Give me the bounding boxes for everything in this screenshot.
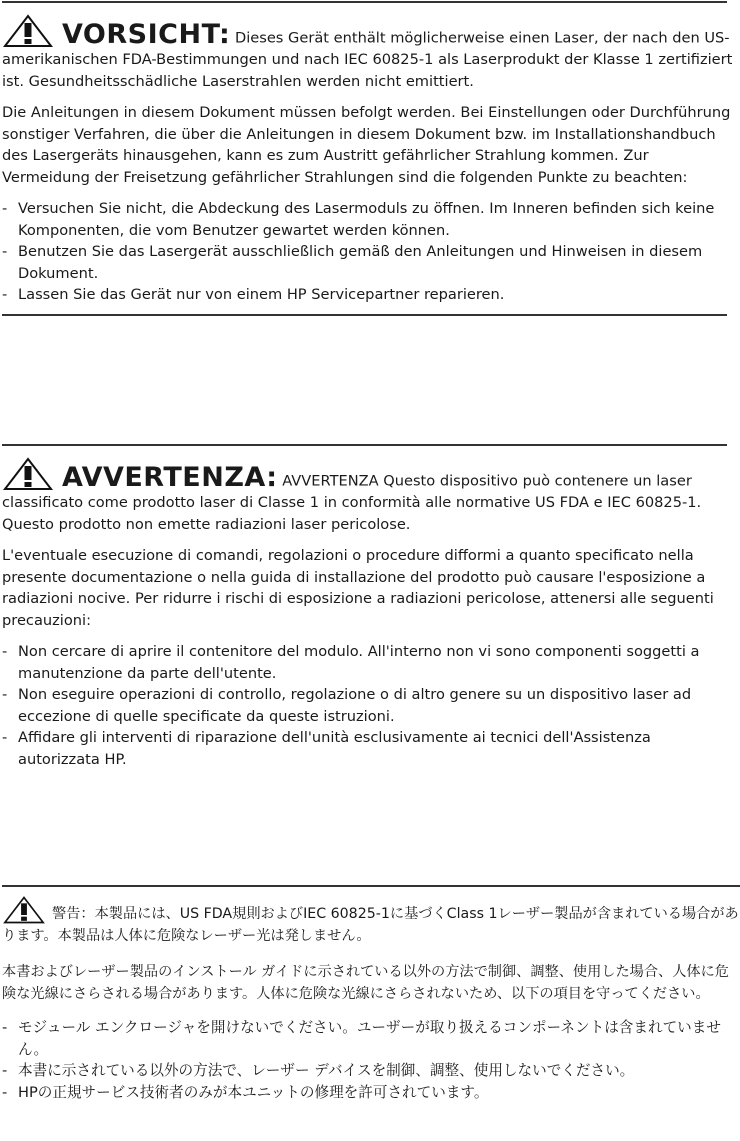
warning-triangle-icon: [2, 895, 46, 925]
precautions-list: [0, 641, 740, 770]
top-rule: [2, 1, 727, 3]
warning-header: [0, 13, 740, 92]
warning-lead: AVVERTENZA Questo dispositivo può contenere un laser classificato come prodotto laser di Classe 1 in conformità alle normative US FDA e IEC 60825-1. Questo prodotto non emette radiazioni laser pericolose.: [2, 472, 702, 533]
warning-title: AVVERTENZA:: [62, 461, 278, 493]
instructions-paragraph: 本書およびレーザー製品のインストール ガイドに示されている以外の方法で制御、調整、使用した場合、人体に危険な光線にさらされる場合があります。人体に危険な光線にさらされないため、以下の項目を守ってください。: [2, 964, 729, 1002]
list-item: - Versuchen Sie nicht, die Abdeckung des Lasermoduls zu öffnen. Im Inneren befinden sich keine Komponenten, die vom Benutzer gewartet werden können.: [2, 198, 732, 241]
warning-triangle-icon: [2, 456, 54, 492]
instructions-paragraph: L'eventuale esecuzione di comandi, regolazioni o procedure difformi a quanto specificato nella presente documentazione o nella guida di installazione del prodotto può causare l'esposizione a radiazioni nocive. Per ridurre i rischi di esposizione a radiazioni pericolose, attenersi alle seguenti precauzioni:: [2, 547, 714, 629]
list-item: - Non eseguire operazioni di controllo, regolazione o di altro genere su un dispositivo laser ad eccezione di quelle specificate da queste istruzioni.: [2, 684, 732, 727]
warning-header: [0, 456, 740, 535]
warning-header: [0, 895, 740, 947]
warning-triangle-icon: [2, 13, 54, 49]
list-item: - Benutzen Sie das Lasergerät ausschließlich gemäß den Anleitungen und Hinweisen in diesem Dokument.: [2, 241, 732, 284]
list-item: - Affidare gli interventi di riparazione dell'unità esclusivamente ai tecnici dell'Assistenza autorizzata HP.: [2, 727, 732, 770]
warning-section-it: [0, 444, 740, 770]
list-item: - Non cercare di aprire il contenitore del modulo. All'interno non vi sono componenti soggetti a manutenzione da parte dell'utente.: [2, 641, 732, 684]
instructions-paragraph: Die Anleitungen in diesem Dokument müssen befolgt werden. Bei Einstellungen oder Durchführung sonstiger Verfahren, die über die Anleitungen in diesem Dokument bzw. im Installationshandbuch des Lasergeräts hinausgehen, kann es zum Austritt gefährlicher Strahlung kommen. Zur Vermeidung der Freisetzung gefährlicher Strahlungen sind die folgenden Punkte zu beachten:: [2, 104, 731, 186]
warning-section-ja: [0, 885, 740, 1103]
warning-title: VORSICHT:: [62, 18, 231, 50]
list-item: - HPの正規サービス技術者のみが本ユニットの修理を許可されています。: [2, 1082, 732, 1104]
list-item: - Lassen Sie das Gerät nur von einem HP Servicepartner reparieren.: [2, 284, 732, 306]
precautions-list: [0, 1017, 740, 1103]
warning-section-de: [0, 0, 740, 316]
precautions-list: [0, 198, 740, 306]
warning-lead: 警告：本製品には、US FDA規則およびIEC 60825-1に基づくClass 1レーザー製品が含まれている場合があります。本製品は人体に危険なレーザー光は発しません。: [2, 906, 739, 944]
list-item: - 本書に示されている以外の方法で、レーザー デバイスを制御、調整、使用しないでください。: [2, 1060, 732, 1082]
list-item: - モジュール エンクロージャを開けないでください。ユーザーが取り扱えるコンポーネントは含まれていません。: [2, 1017, 732, 1060]
warning-lead: Dieses Gerät enthält möglicherweise einen Laser, der nach den US-amerikanischen FDA-Bestimmungen und nach IEC 60825-1 als Laserprodukt der Klasse 1 zertifiziert ist. Gesundheitsschädliche Laserstrahlen werden nicht emittiert.: [2, 29, 733, 90]
bottom-rule: [2, 314, 727, 316]
top-rule: [2, 444, 727, 446]
top-rule: [2, 885, 740, 887]
